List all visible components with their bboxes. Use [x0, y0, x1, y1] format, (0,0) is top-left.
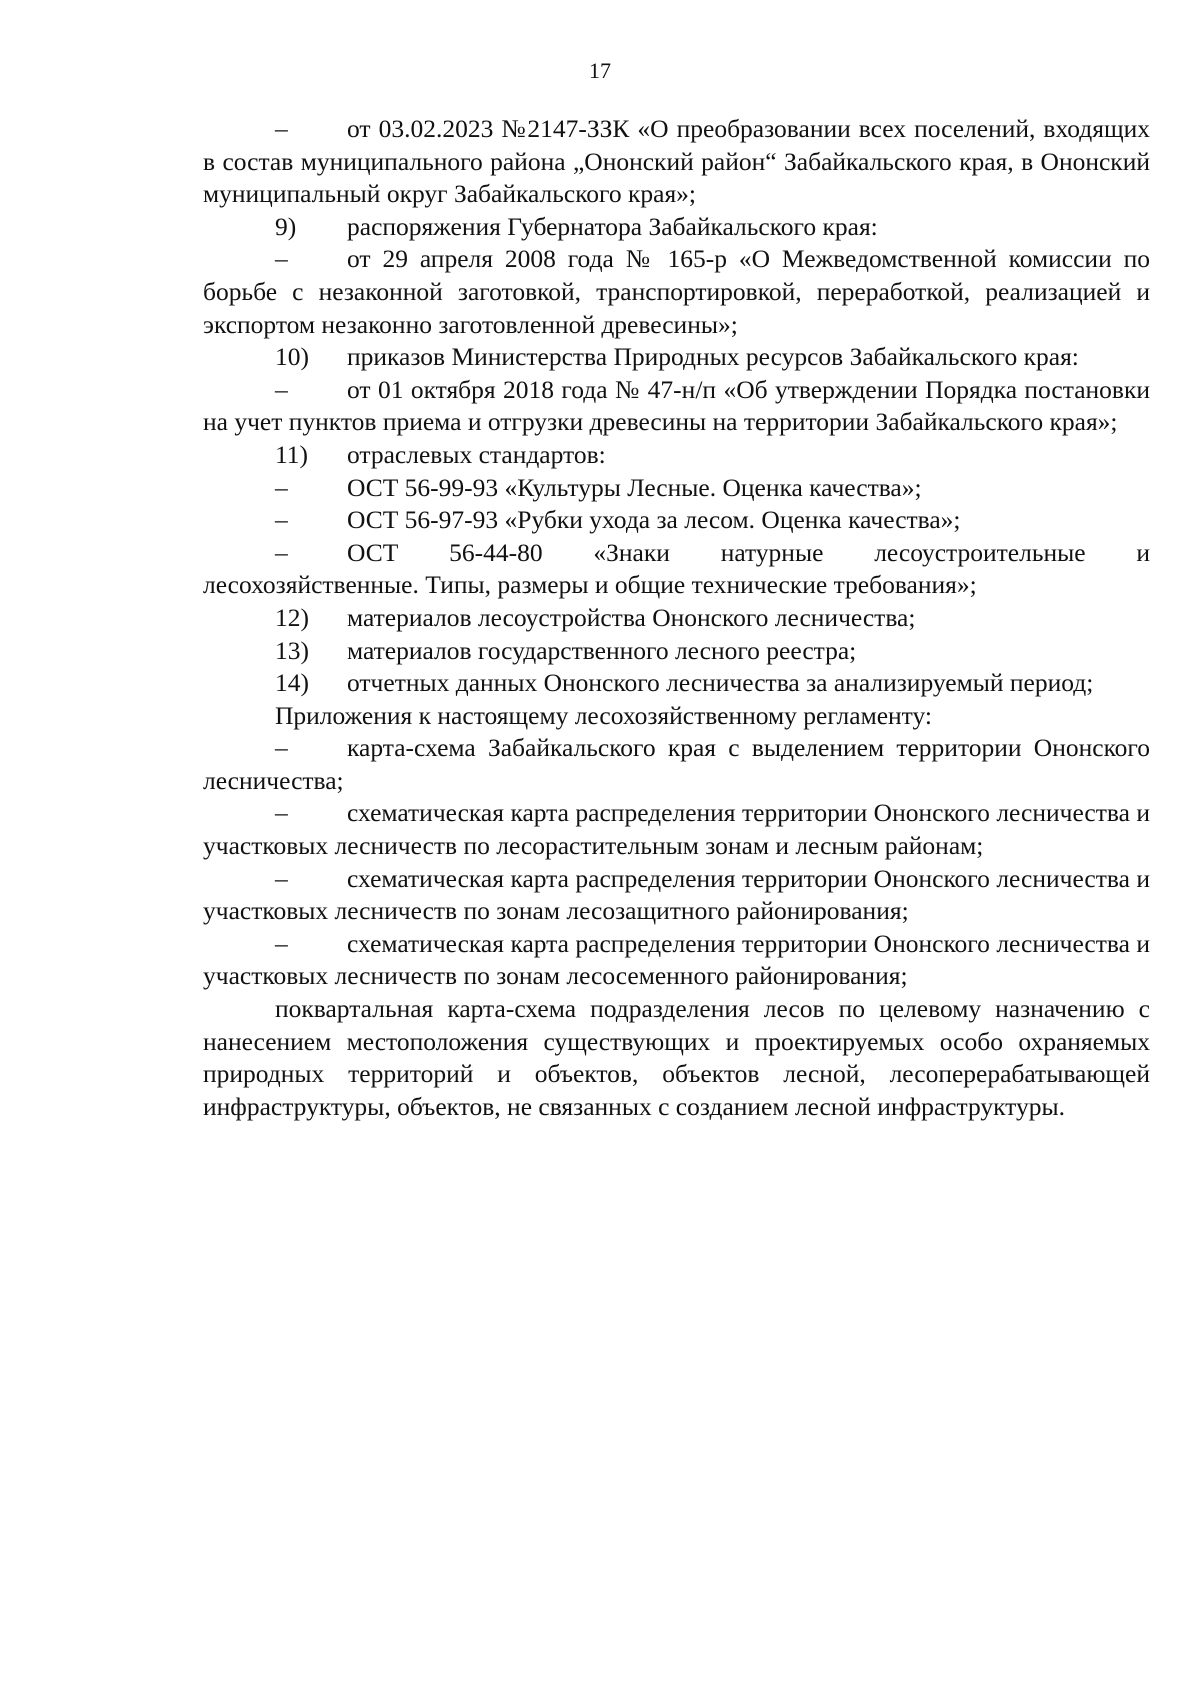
page-number: 17 — [589, 58, 611, 83]
paragraph-text: от 29 апреля 2008 года № 165-р «О Межведомственной комиссии по борьбе с незаконной заготовкой, транспортировкой, переработкой, реализацией и экспортом незаконно заготовленной древесины»; — [203, 244, 1150, 339]
list-dash: – — [275, 928, 288, 958]
paragraph-list-item — [203, 374, 1150, 439]
list-dash: – — [275, 505, 288, 535]
paragraph-list-item — [203, 504, 1150, 537]
paragraph-text: схематическая карта распределения территории Ононского лесничества и участковых лесничеств по лесорастительным зонам и лесным районам; — [203, 798, 1150, 861]
list-number: 11) — [275, 439, 309, 469]
paragraph-text: приказов Министерства Природных ресурсов Забайкальского края: — [347, 342, 1079, 372]
paragraph-list-item — [203, 537, 1150, 602]
paragraph-text: материалов лесоустройства Ононского лесничества; — [347, 602, 916, 632]
paragraph-appendix-heading — [203, 700, 1150, 733]
paragraph-text: Приложения к настоящему лесохозяйственному регламенту: — [275, 700, 932, 730]
paragraph-list-item — [203, 797, 1150, 862]
paragraph-text: схематическая карта распределения территории Ононского лесничества и участковых лесничеств по зонам лесозащитного районирования; — [203, 863, 1150, 926]
paragraph-text: ОСТ 56-97-93 «Рубки ухода за лесом. Оценка качества»; — [347, 505, 961, 535]
paragraph-text: распоряжения Губернатора Забайкальского края: — [347, 211, 878, 241]
paragraph-text: ОСТ 56-44-80 «Знаки натурные лесоустроительные и лесохозяйственные. Типы, размеры и общие технические требования»; — [203, 537, 1150, 600]
paragraph-list-item — [203, 243, 1150, 341]
paragraph-text: отраслевых стандартов: — [347, 439, 606, 469]
paragraph-numbered-item — [203, 341, 1150, 374]
paragraph-numbered-item — [203, 439, 1150, 472]
list-dash: – — [275, 374, 288, 404]
paragraph-text: ОСТ 56-99-93 «Культуры Лесные. Оценка качества»; — [347, 472, 922, 502]
list-number: 10) — [275, 342, 309, 372]
paragraph-list-item — [203, 863, 1150, 928]
list-dash: – — [275, 863, 288, 893]
list-number: 9) — [275, 211, 297, 241]
paragraph-law-item — [203, 113, 1150, 211]
paragraph-text: материалов государственного лесного реестра; — [347, 635, 857, 665]
paragraph-text: от 01 октября 2018 года № 47-н/п «Об утверждении Порядка постановки на учет пунктов приема и отгрузки древесины на территории Забайкальского края»; — [203, 374, 1150, 437]
paragraph-numbered-item — [203, 667, 1150, 700]
list-dash: – — [275, 733, 288, 763]
list-number: 13) — [275, 635, 309, 665]
paragraph-list-item — [203, 928, 1150, 993]
paragraph-text: от 03.02.2023 №2147-ЗЗК «О преобразовании всех поселений, входящих в состав муниципального района „Ононский район“ Забайкальского края, в Ононский муниципальный округ Забайкальского края»; — [203, 114, 1150, 209]
paragraph-list-item — [203, 472, 1150, 505]
document-body — [203, 113, 1150, 1123]
paragraph-text: поквартальная карта-схема подразделения лесов по целевому назначению с нанесением местоположения существующих и проектируемых особо охраняемых природных территорий и объектов, объектов лесной, лесоперерабатывающей инфраструктуры, объектов, не связанных с созданием лесной инфраструктуры. — [203, 994, 1150, 1121]
paragraph-numbered-item — [203, 602, 1150, 635]
paragraph-text: карта-схема Забайкальского края с выделением территории Ононского лесничества; — [203, 733, 1150, 795]
paragraph-numbered-item — [203, 635, 1150, 668]
list-number: 12) — [275, 602, 309, 632]
paragraph-text: отчетных данных Ононского лесничества за анализируемый период; — [347, 668, 1094, 698]
list-dash: – — [275, 244, 288, 274]
list-dash: – — [275, 472, 288, 502]
paragraph-numbered-item — [203, 211, 1150, 244]
list-dash: – — [275, 537, 288, 567]
paragraph-final-item — [203, 993, 1150, 1123]
paragraph-list-item — [203, 732, 1150, 797]
list-dash: – — [275, 798, 288, 828]
list-dash: – — [275, 114, 288, 143]
list-number: 14) — [275, 668, 309, 698]
paragraph-text: схематическая карта распределения территории Ононского лесничества и участковых лесничеств по зонам лесосеменного районирования; — [203, 928, 1150, 991]
